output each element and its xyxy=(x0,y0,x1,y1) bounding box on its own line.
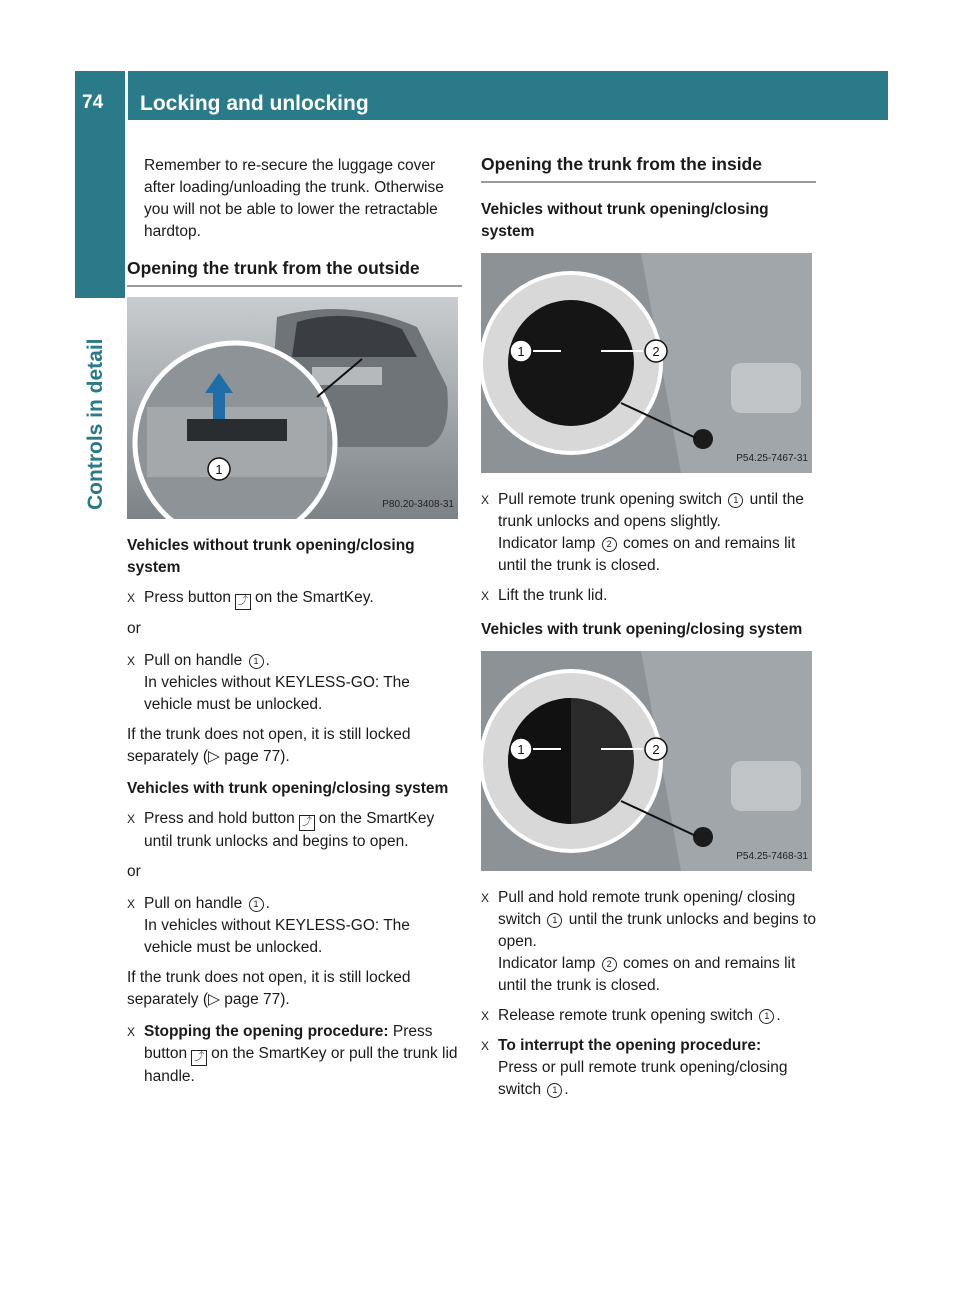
intro-text: Remember to re-secure the luggage cover after loading/unloading the trunk. Otherwise you will not be able to lower the retractable hardtop. xyxy=(144,157,444,240)
callout-2: 2 xyxy=(652,344,660,359)
callout-1-inline: 1 xyxy=(249,654,264,669)
step-arrow: X xyxy=(481,589,490,603)
switch-illustration-1 xyxy=(481,253,812,473)
or-2: or xyxy=(127,863,141,880)
subheading-without-system: Vehicles without trunk opening/closing system xyxy=(127,537,415,576)
step-lift-lid: X Lift the trunk lid. xyxy=(481,585,816,607)
or-1: or xyxy=(127,620,141,637)
trunk-outside-illustration xyxy=(127,297,458,519)
callout-2: 2 xyxy=(652,742,660,757)
figure-switch-1 xyxy=(481,253,812,473)
ref-arrow: ▷ xyxy=(207,991,220,1008)
figure-code-2: P54.25-7467-31 xyxy=(736,453,808,464)
step-pull-remote: X Pull remote trunk opening switch 1 until the trunk unlocks and opens slightly. Indicator lamp 2 comes on and remains lit until the trunk is closed. xyxy=(481,491,804,574)
subheading-with-system: Vehicles with trunk opening/closing system xyxy=(127,780,449,797)
subheading-without-system-inside: Vehicles without trunk opening/closing system xyxy=(481,201,769,240)
ref-arrow: ▷ xyxy=(207,748,220,765)
figure-trunk-outside xyxy=(127,297,458,519)
side-label: Controls in detail xyxy=(84,338,107,510)
step-pull-handle: X Pull on handle 1 . In vehicles without KEYLESS-GO: The vehicle must be unlocked. xyxy=(127,652,410,713)
trunk-key-icon: ⤴ xyxy=(191,1050,207,1066)
page-title: Locking and unlocking xyxy=(140,92,369,115)
callout-1: 1 xyxy=(215,462,223,477)
figure-switch-2 xyxy=(481,651,812,871)
step-arrow: X xyxy=(127,897,136,911)
switch-illustration-2 xyxy=(481,651,812,871)
step-stop-procedure: X Stopping the opening procedure: Press button ⤴ on the SmartKey or pull the trunk lid handle. xyxy=(127,1023,458,1085)
step-pull-hold-remote: X Pull and hold remote trunk opening/ closing switch 1 until the trunk unlocks and begins to open. Indicator lamp 2 comes on and remains lit until the trunk is closed. xyxy=(481,889,816,994)
step-arrow: X xyxy=(127,1025,136,1039)
callout-1: 1 xyxy=(517,344,525,359)
step-arrow: X xyxy=(481,891,490,905)
section-title-inside: Opening the trunk from the inside xyxy=(481,153,816,183)
step-arrow: X xyxy=(127,812,136,826)
trunk-key-icon: ⤴ xyxy=(299,815,315,831)
side-tab xyxy=(75,120,125,298)
subheading-with-system-inside: Vehicles with trunk opening/closing system xyxy=(481,621,803,638)
note-locked-1: If the trunk does not open, it is still locked separately (▷ page 77). xyxy=(127,726,411,765)
step-release-switch: X Release remote trunk opening switch 1 . xyxy=(481,1005,816,1027)
figure-code-1: P80.20-3408-31 xyxy=(382,499,454,510)
left-column xyxy=(127,155,462,1096)
note-locked-2: If the trunk does not open, it is still locked separately (▷ page 77). xyxy=(127,969,411,1008)
step-press-hold: X Press and hold button ⤴ on the SmartKey until trunk unlocks and begins to open. xyxy=(127,810,435,850)
step-pull-handle-2: X Pull on handle 1 . In vehicles without KEYLESS-GO: The vehicle must be unlocked. xyxy=(127,895,410,956)
step-arrow: X xyxy=(127,591,136,605)
step-arrow: X xyxy=(481,493,490,507)
step-arrow: X xyxy=(127,654,136,668)
step-interrupt: X To interrupt the opening procedure: Press or pull remote trunk opening/closing switch 1 . xyxy=(481,1037,788,1098)
callout-1-inline: 1 xyxy=(249,897,264,912)
right-column xyxy=(481,153,816,1109)
trunk-key-icon: ⤴ xyxy=(235,594,251,610)
figure-code-3: P54.25-7468-31 xyxy=(736,851,808,862)
step-arrow: X xyxy=(481,1039,490,1053)
section-title-outside: Opening the trunk from the outside xyxy=(127,257,462,287)
page-number: 74 xyxy=(82,92,104,113)
step-arrow: X xyxy=(481,1009,490,1023)
header-divider xyxy=(125,71,128,120)
step-press-button: X Press button ⤴ on the SmartKey. xyxy=(127,587,462,610)
callout-1: 1 xyxy=(517,742,525,757)
